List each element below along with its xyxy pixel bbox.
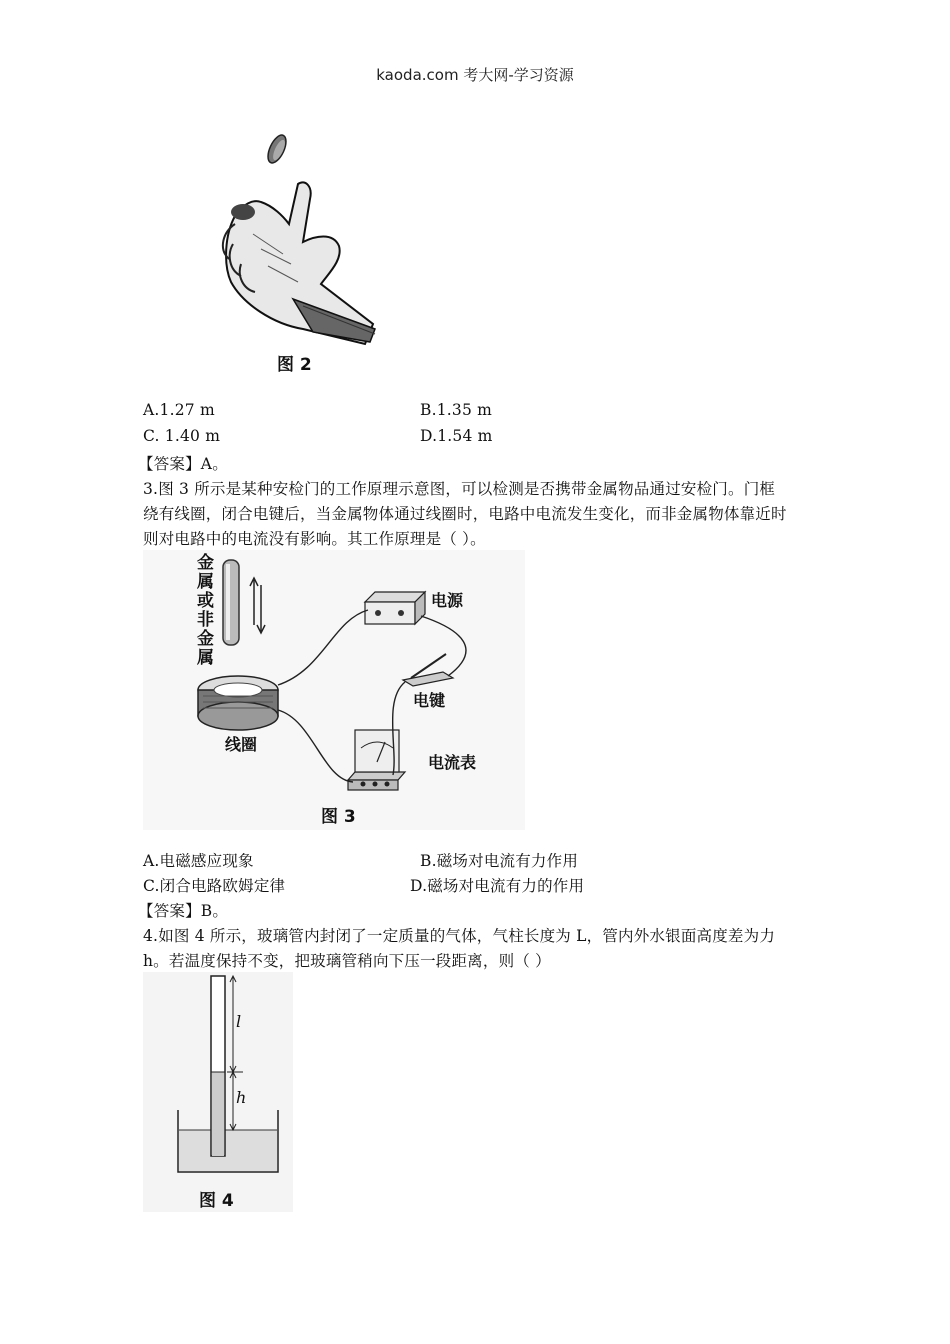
q3-option-c: C.闭合电路欧姆定律 bbox=[143, 877, 286, 895]
q3-option-b: B.磁场对电流有力作用 bbox=[420, 852, 579, 870]
q4-line-2: h。若温度保持不变，把玻璃管稍向下压一段距离，则（ ） bbox=[143, 952, 551, 970]
label-key: 电键 bbox=[413, 691, 446, 710]
label-l: l bbox=[236, 1012, 242, 1031]
q3-option-a: A.电磁感应现象 bbox=[143, 852, 254, 870]
label-h: h bbox=[236, 1088, 247, 1107]
q2-option-b: B.1.35 m bbox=[420, 401, 493, 419]
q2-answer: 【答案】A。 bbox=[138, 455, 228, 473]
q2-option-d: D.1.54 m bbox=[420, 427, 493, 445]
figure-2-caption: 图 2 bbox=[277, 355, 312, 375]
figure-3 bbox=[143, 550, 525, 830]
q3-option-d: D.磁场对电流有力的作用 bbox=[410, 877, 585, 895]
figure-3-caption: 图 3 bbox=[321, 807, 356, 827]
label-coil: 线圈 bbox=[225, 735, 258, 754]
figure-4-caption: 图 4 bbox=[199, 1191, 234, 1211]
figure-2 bbox=[143, 124, 415, 374]
glass-tube-mercury bbox=[143, 972, 293, 1212]
figure-4 bbox=[143, 972, 293, 1212]
label-ammeter: 电流表 bbox=[428, 753, 477, 772]
q4-line-1: 4.如图 4 所示，玻璃管内封闭了一定质量的气体，气柱长度为 L，管内外水银面高度差为力 bbox=[143, 927, 776, 945]
hand-coin-illustration bbox=[143, 124, 415, 374]
page-header: kaoda.com 考大网-学习资源 bbox=[376, 66, 574, 84]
q3-line-2: 绕有线圈，闭合电键后，当金属物体通过线圈时，电路中电流发生变化，而非金属物体靠近时 bbox=[143, 505, 787, 523]
label-power: 电源 bbox=[431, 591, 464, 610]
q3-line-1: 3.图 3 所示是某种安检门的工作原理示意图，可以检测是否携带金属物品通过安检门。门框 bbox=[143, 480, 776, 498]
q2-option-a: A.1.27 m bbox=[143, 401, 215, 419]
label-metal: 金属或非金属 bbox=[197, 553, 214, 668]
q3-answer: 【答案】B。 bbox=[138, 902, 229, 920]
q2-option-c: C. 1.40 m bbox=[143, 427, 221, 445]
q3-line-3: 则对电路中的电流没有影响。其工作原理是（ ）。 bbox=[143, 530, 486, 548]
